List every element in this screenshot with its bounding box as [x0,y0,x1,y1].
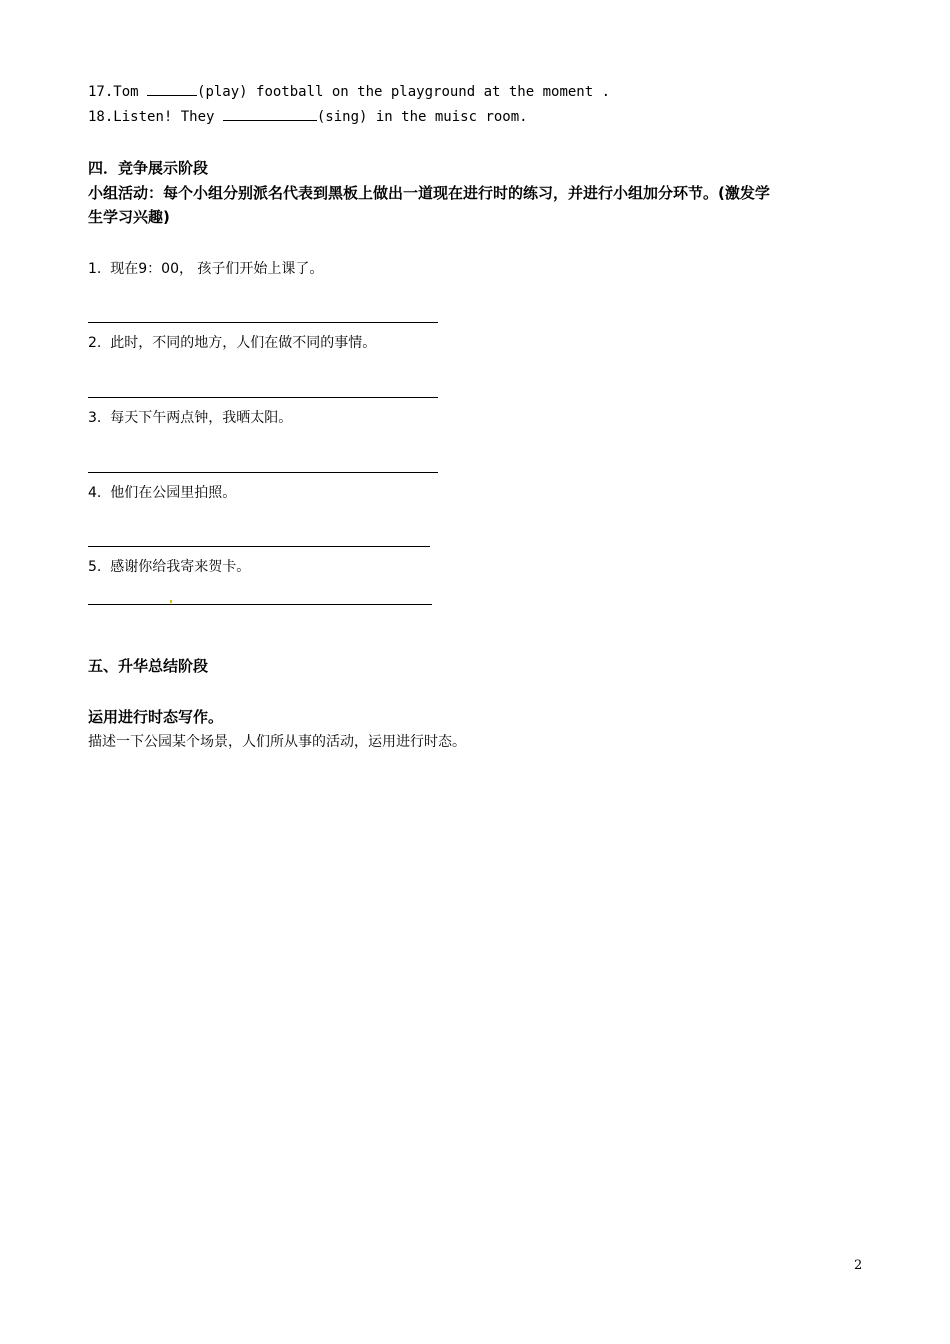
page-number: 2 [854,1258,863,1273]
section-5-subheading: 运用进行时态写作。 [88,708,224,726]
item-text: 每天下午两点钟，我晒太阳。 [110,410,293,426]
item-text: 现在9：00， 孩子们开始上课了。 [110,261,324,277]
section-5-heading: 五、升华总结阶段 [88,657,209,675]
answer-line-5[interactable] [88,604,432,605]
answer-line-3[interactable] [88,472,438,473]
translation-item-2 [88,332,376,352]
item-number: 2. [88,335,102,351]
section-4-heading: 四．竞争展示阶段 [88,159,209,177]
answer-blank[interactable] [223,108,317,121]
answer-line-4[interactable] [88,546,430,547]
section-4-instruction-cont: 生学习兴趣) [88,208,170,226]
exercise-prefix: Tom [113,84,148,100]
item-number: 1. [88,261,102,277]
translation-item-4 [88,482,236,502]
item-number: 3. [88,410,102,426]
item-text: 他们在公园里拍照。 [110,485,237,501]
exercise-number: 18. [88,109,114,125]
answer-line-2[interactable] [88,397,438,398]
exercise-18 [88,108,528,125]
answer-line-1[interactable] [88,322,438,323]
marker-dot [170,600,172,603]
translation-item-5 [88,556,250,576]
answer-blank[interactable] [147,83,197,96]
exercise-suffix: (play) football on the playground at the moment . [197,84,611,100]
exercise-17 [88,83,610,100]
translation-item-1 [88,258,323,278]
exercise-number: 17. [88,84,114,100]
exercise-suffix: (sing) in the muisc room. [316,109,528,125]
section-5-description: 描述一下公园某个场景，人们所从事的活动，运用进行时态。 [88,734,466,750]
item-number: 5. [88,559,102,575]
item-text: 感谢你给我寄来贺卡。 [110,559,251,575]
section-4-instruction: 小组活动：每个小组分别派名代表到黑板上做出一道现在进行时的练习，并进行小组加分环节。(激发学 [88,184,770,202]
translation-item-3 [88,407,292,427]
item-text: 此时，不同的地方，人们在做不同的事情。 [110,335,377,351]
exercise-prefix: Listen! They [113,109,223,125]
item-number: 4. [88,485,102,501]
